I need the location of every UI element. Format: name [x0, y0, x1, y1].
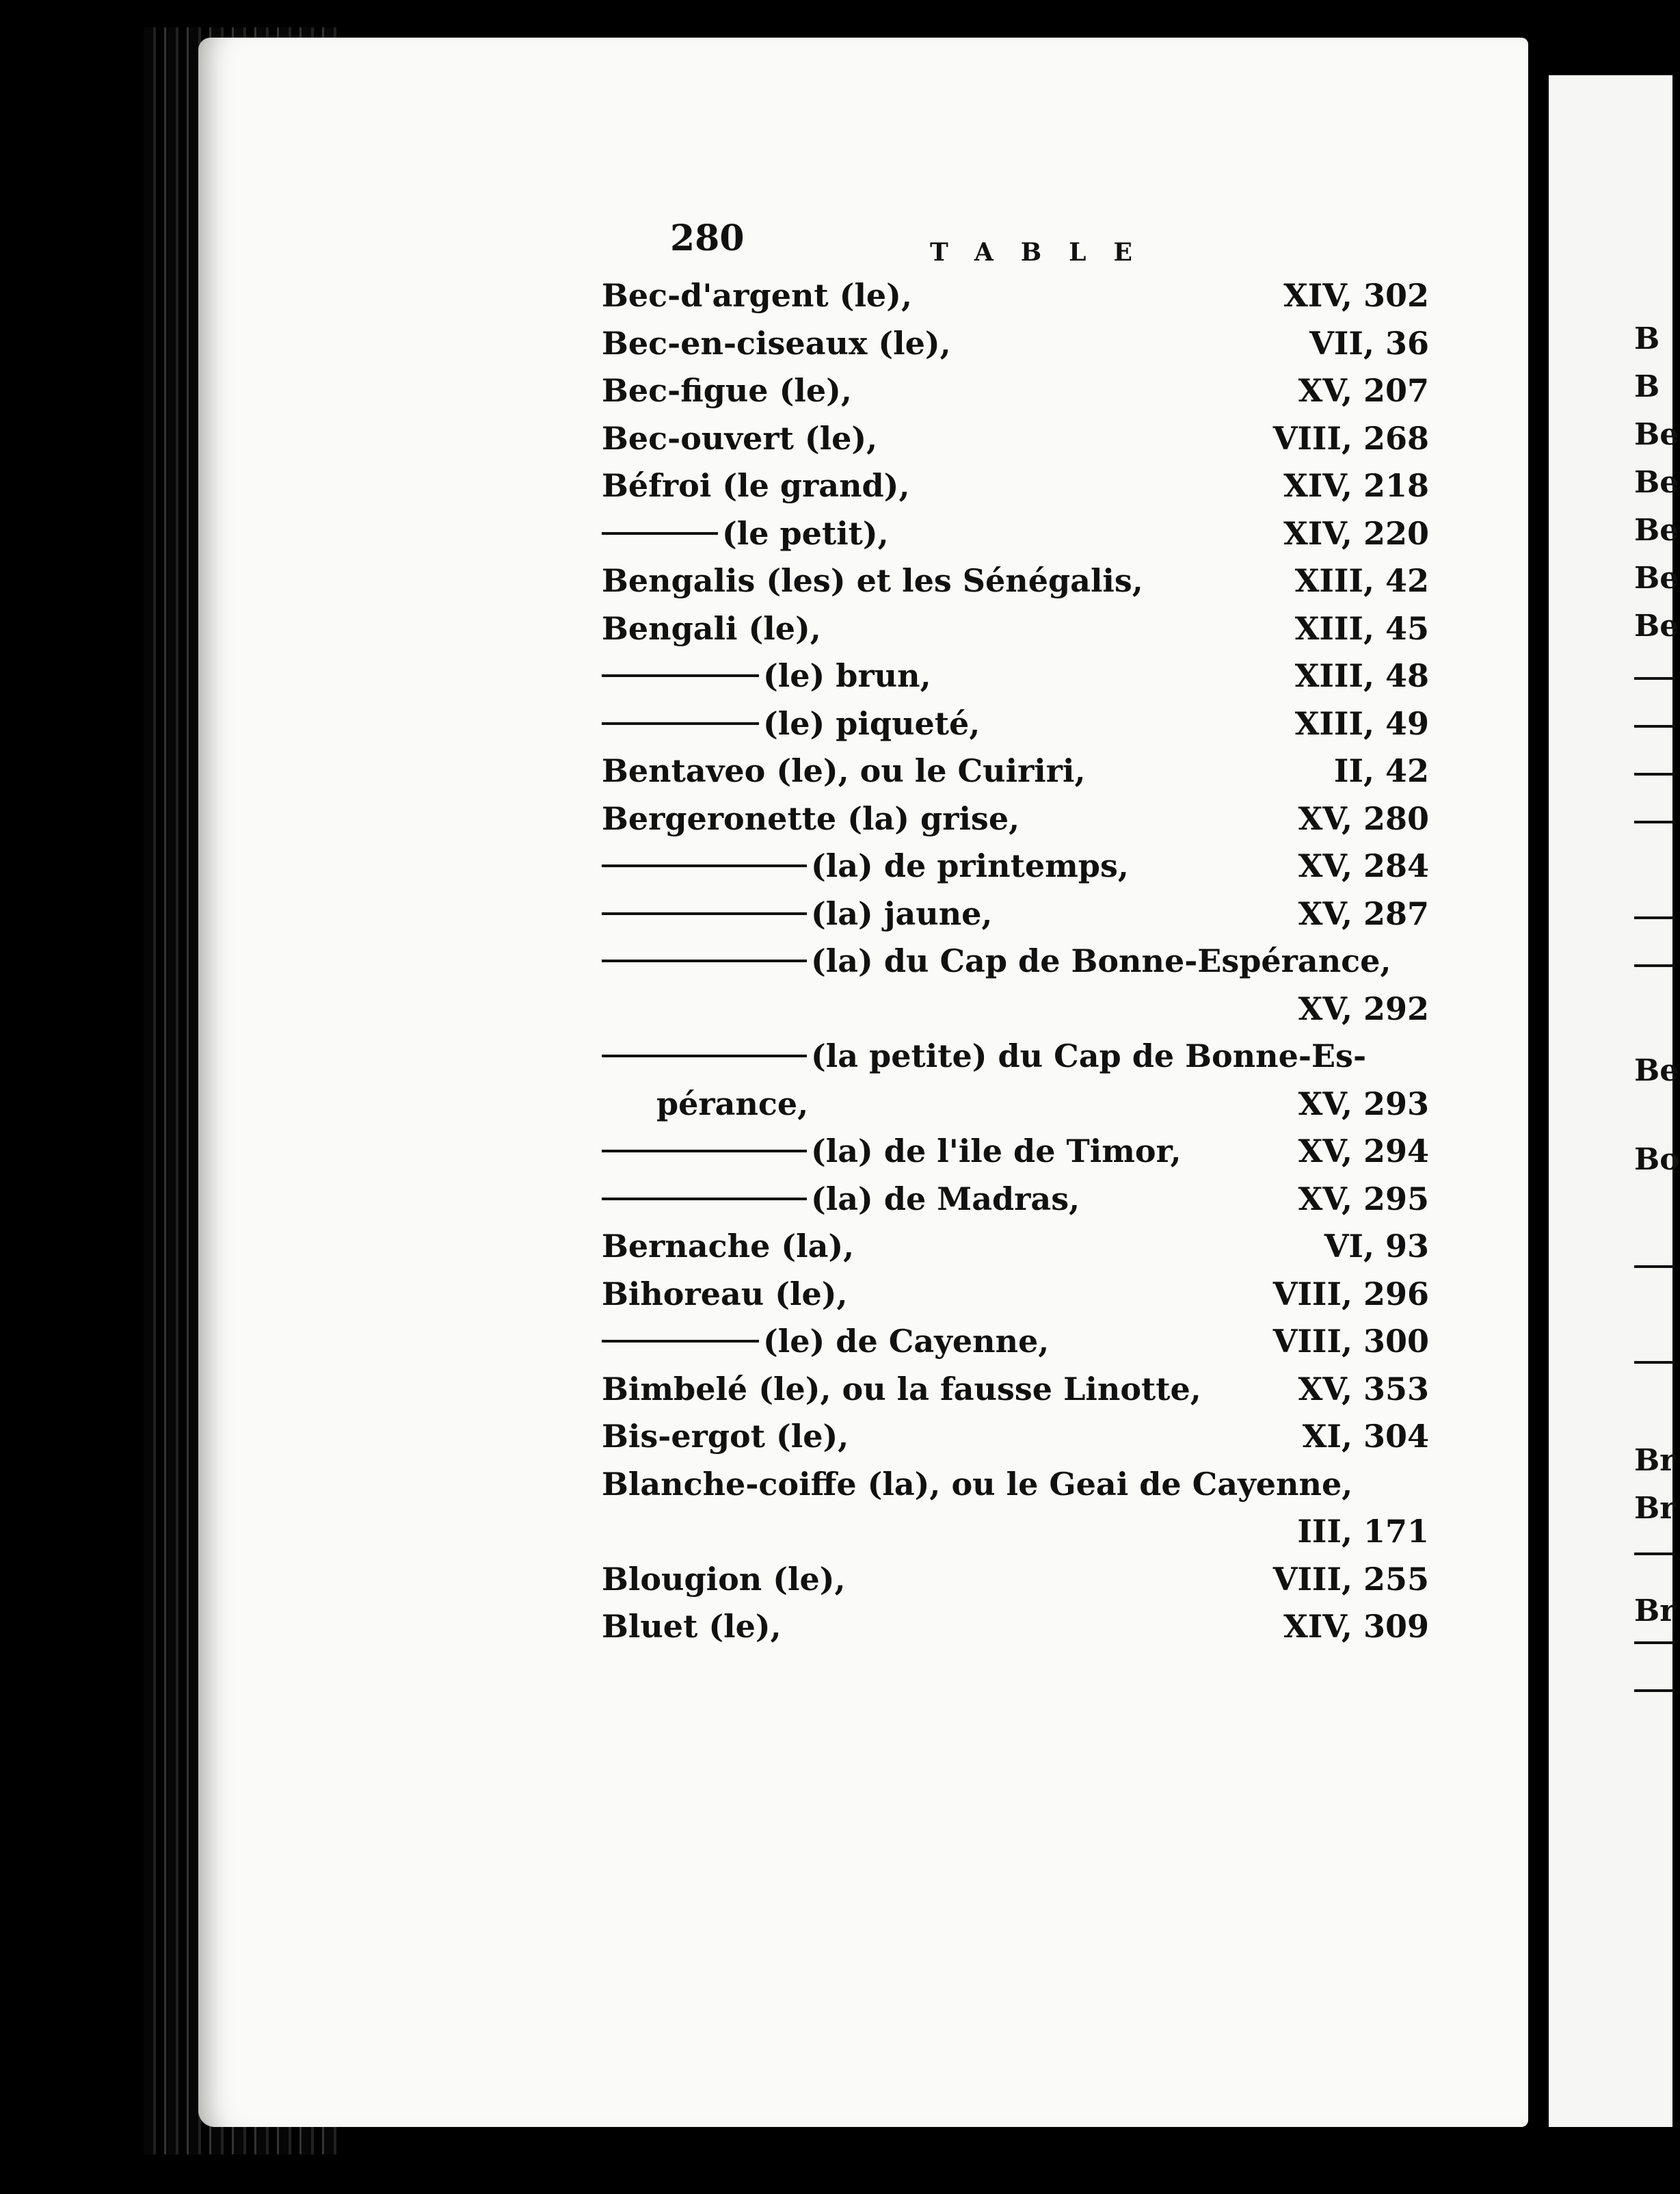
entry-name: [602, 372, 852, 409]
index-entries: [602, 277, 1429, 1656]
ditto-dash: [602, 912, 807, 915]
entry-label: Blanche-coiffe (la), ou le Geai de Cayenne,: [602, 1465, 1353, 1503]
index-entry: [602, 1371, 1429, 1418]
entry-reference: VIII, 300: [1272, 1323, 1429, 1360]
index-entry: [602, 800, 1429, 848]
entry-name: [602, 1608, 782, 1645]
right-page-letter: Br: [1634, 1443, 1676, 1478]
entry-label: Bengali (le),: [602, 609, 821, 647]
entry-reference: XIV, 218: [1283, 467, 1429, 504]
entry-name: [602, 325, 951, 362]
entry-reference: XIV, 302: [1283, 277, 1429, 314]
entry-reference: VIII, 296: [1272, 1275, 1429, 1312]
index-entry: [602, 990, 1429, 1038]
index-entry: [602, 277, 1429, 325]
right-page-dash: [1634, 773, 1675, 776]
entry-name: [602, 752, 1086, 789]
entry-name: [602, 657, 931, 694]
ditto-dash: [602, 1198, 807, 1200]
entry-label: (le) brun,: [763, 657, 931, 694]
entry-name: [602, 1133, 1181, 1169]
entry-name: [602, 895, 992, 932]
right-page-letter: Bo: [1634, 1142, 1680, 1177]
entry-reference: XIII, 49: [1294, 704, 1429, 742]
entry-reference: XIV, 220: [1283, 514, 1429, 552]
entry-name: [602, 1180, 1080, 1217]
entry-name: [602, 1371, 1201, 1407]
ditto-dash: [602, 960, 807, 962]
entry-label: (le) de Cayenne,: [763, 1323, 1050, 1360]
right-page-letter: Be: [1634, 513, 1679, 548]
entry-reference: XV, 207: [1298, 372, 1429, 409]
entry-name: [602, 1228, 854, 1265]
entry-reference: XIII, 48: [1294, 657, 1429, 694]
entry-reference: VIII, 255: [1272, 1560, 1429, 1598]
entry-label: Bluet (le),: [602, 1608, 782, 1645]
entry-name: [602, 705, 980, 742]
index-entry: [602, 562, 1429, 610]
entry-label: Bentaveo (le), ou le Cuiriri,: [602, 752, 1086, 789]
index-entry: [602, 1418, 1429, 1466]
right-page-dash: [1634, 1552, 1675, 1555]
entry-name: [602, 562, 1143, 599]
index-entry: [602, 1323, 1429, 1371]
index-entry: [602, 895, 1429, 943]
entry-label: (la) de l'ile de Timor,: [811, 1133, 1182, 1169]
right-page-dash: [1634, 916, 1675, 919]
entry-name: [602, 800, 1019, 837]
index-entry: [602, 1133, 1429, 1180]
right-page-letter: B: [1634, 321, 1660, 356]
right-page-letter: Be: [1634, 1053, 1679, 1088]
index-entry: [602, 752, 1429, 800]
right-page-letter: Be: [1634, 609, 1679, 644]
entry-name: [602, 515, 889, 552]
entry-reference: XIII, 42: [1294, 562, 1429, 599]
entry-label: Bernache (la),: [602, 1228, 855, 1265]
entry-reference: XV, 353: [1298, 1370, 1429, 1407]
entry-label: Bimbelé (le), ou la fausse Linotte,: [602, 1370, 1201, 1407]
entry-reference: XV, 292: [1298, 990, 1429, 1027]
index-entry: [602, 1228, 1429, 1276]
entry-label: (la) du Cap de Bonne-Espérance,: [811, 942, 1391, 979]
entry-name: [602, 277, 912, 314]
entry-reference: XV, 294: [1298, 1133, 1429, 1169]
index-entry: [602, 1037, 1429, 1085]
entry-reference: XV, 280: [1298, 799, 1429, 837]
right-page-letter: Be: [1634, 465, 1679, 500]
entry-name: [602, 942, 1391, 979]
entry-reference: II, 42: [1333, 752, 1429, 789]
entry-label: Blougion (le),: [602, 1560, 846, 1598]
entry-label: Bec-en-ciseaux (le),: [602, 324, 951, 362]
entry-label: Bihoreau (le),: [602, 1275, 848, 1312]
index-entry: [602, 1276, 1429, 1323]
ditto-dash: [602, 864, 807, 867]
right-page-letter: B: [1634, 369, 1660, 404]
index-entry: [602, 1561, 1429, 1609]
right-page-dash: [1634, 821, 1675, 823]
right-page-dash: [1634, 677, 1675, 680]
right-page-letter: Br: [1634, 1491, 1676, 1526]
right-page-dash: [1634, 1689, 1675, 1692]
index-entry: [602, 1466, 1429, 1514]
index-entry: [602, 705, 1429, 753]
index-entry: [602, 610, 1429, 658]
entry-label: Bec-d'argent (le),: [602, 277, 912, 314]
gutter: [1528, 0, 1549, 2194]
entry-label: (la) de printemps,: [811, 847, 1129, 884]
index-entry: [602, 657, 1429, 705]
ditto-dash: [602, 1150, 807, 1152]
entry-name: [602, 1466, 1352, 1503]
ditto-dash: [602, 674, 759, 677]
entry-label: (la) de Madras,: [811, 1180, 1080, 1217]
entry-label: (le petit),: [722, 514, 889, 552]
index-entry: [602, 1085, 1429, 1133]
entry-name: [656, 1085, 808, 1122]
entry-name: [602, 1418, 849, 1455]
entry-label: Bec-ouvert (le),: [602, 419, 878, 457]
index-entry: [602, 847, 1429, 895]
entry-label: Bec-figue (le),: [602, 372, 852, 409]
ditto-dash: [602, 532, 718, 535]
page-title: TABLE: [930, 238, 1160, 267]
entry-reference: XIII, 45: [1294, 609, 1429, 647]
entry-reference: VI, 93: [1324, 1228, 1429, 1265]
right-page-letter: Be: [1634, 417, 1679, 452]
entry-label: Béfroi (le grand),: [602, 467, 910, 504]
entry-label: (la petite) du Cap de Bonne-Es-: [811, 1037, 1367, 1074]
index-entry: [602, 1180, 1429, 1228]
index-entry: [602, 467, 1429, 515]
entry-label: pérance,: [656, 1085, 809, 1122]
entry-name: [602, 1561, 846, 1598]
entry-reference: III, 171: [1297, 1513, 1429, 1550]
entry-label: Bergeronette (la) grise,: [602, 799, 1020, 837]
page-number: 280: [670, 217, 745, 259]
index-entry: [602, 420, 1429, 468]
right-page-dash: [1634, 1641, 1675, 1644]
index-entry: [602, 515, 1429, 563]
entry-reference: XV, 287: [1298, 895, 1429, 932]
index-entry: [602, 372, 1429, 420]
entry-label: Bis-ergot (le),: [602, 1418, 849, 1455]
entry-reference: XV, 284: [1298, 847, 1429, 884]
entry-reference: VIII, 268: [1272, 419, 1429, 457]
entry-reference: XI, 304: [1302, 1418, 1429, 1455]
right-page-letter: Be: [1634, 561, 1679, 596]
index-entry: [602, 1608, 1429, 1656]
entry-reference: XV, 295: [1298, 1180, 1429, 1217]
ditto-dash: [602, 1340, 759, 1343]
right-page-dash: [1634, 964, 1675, 967]
right-page-dash: [1634, 1361, 1675, 1364]
entry-name: [602, 420, 877, 457]
entry-name: [602, 467, 909, 504]
entry-name: [602, 1323, 1049, 1360]
entry-reference: VII, 36: [1309, 324, 1429, 362]
entry-name: [602, 610, 821, 647]
entry-label: Bengalis (les) et les Sénégalis,: [602, 562, 1143, 599]
entry-label: (le) piqueté,: [763, 704, 981, 742]
right-page-letter: Br: [1634, 1594, 1676, 1628]
entry-name: [602, 1276, 848, 1312]
right-page-dash: [1634, 725, 1675, 728]
entry-reference: XV, 293: [1298, 1085, 1429, 1122]
index-entry: [602, 942, 1429, 990]
entry-name: [602, 1037, 1366, 1074]
entry-reference: XIV, 309: [1283, 1608, 1429, 1645]
entry-name: [602, 847, 1129, 884]
ditto-dash: [602, 1055, 807, 1057]
index-entry: [602, 325, 1429, 373]
entry-label: (la) jaune,: [811, 895, 993, 932]
ditto-dash: [602, 722, 759, 725]
index-entry: [602, 1513, 1429, 1561]
right-page-dash: [1634, 1265, 1675, 1268]
